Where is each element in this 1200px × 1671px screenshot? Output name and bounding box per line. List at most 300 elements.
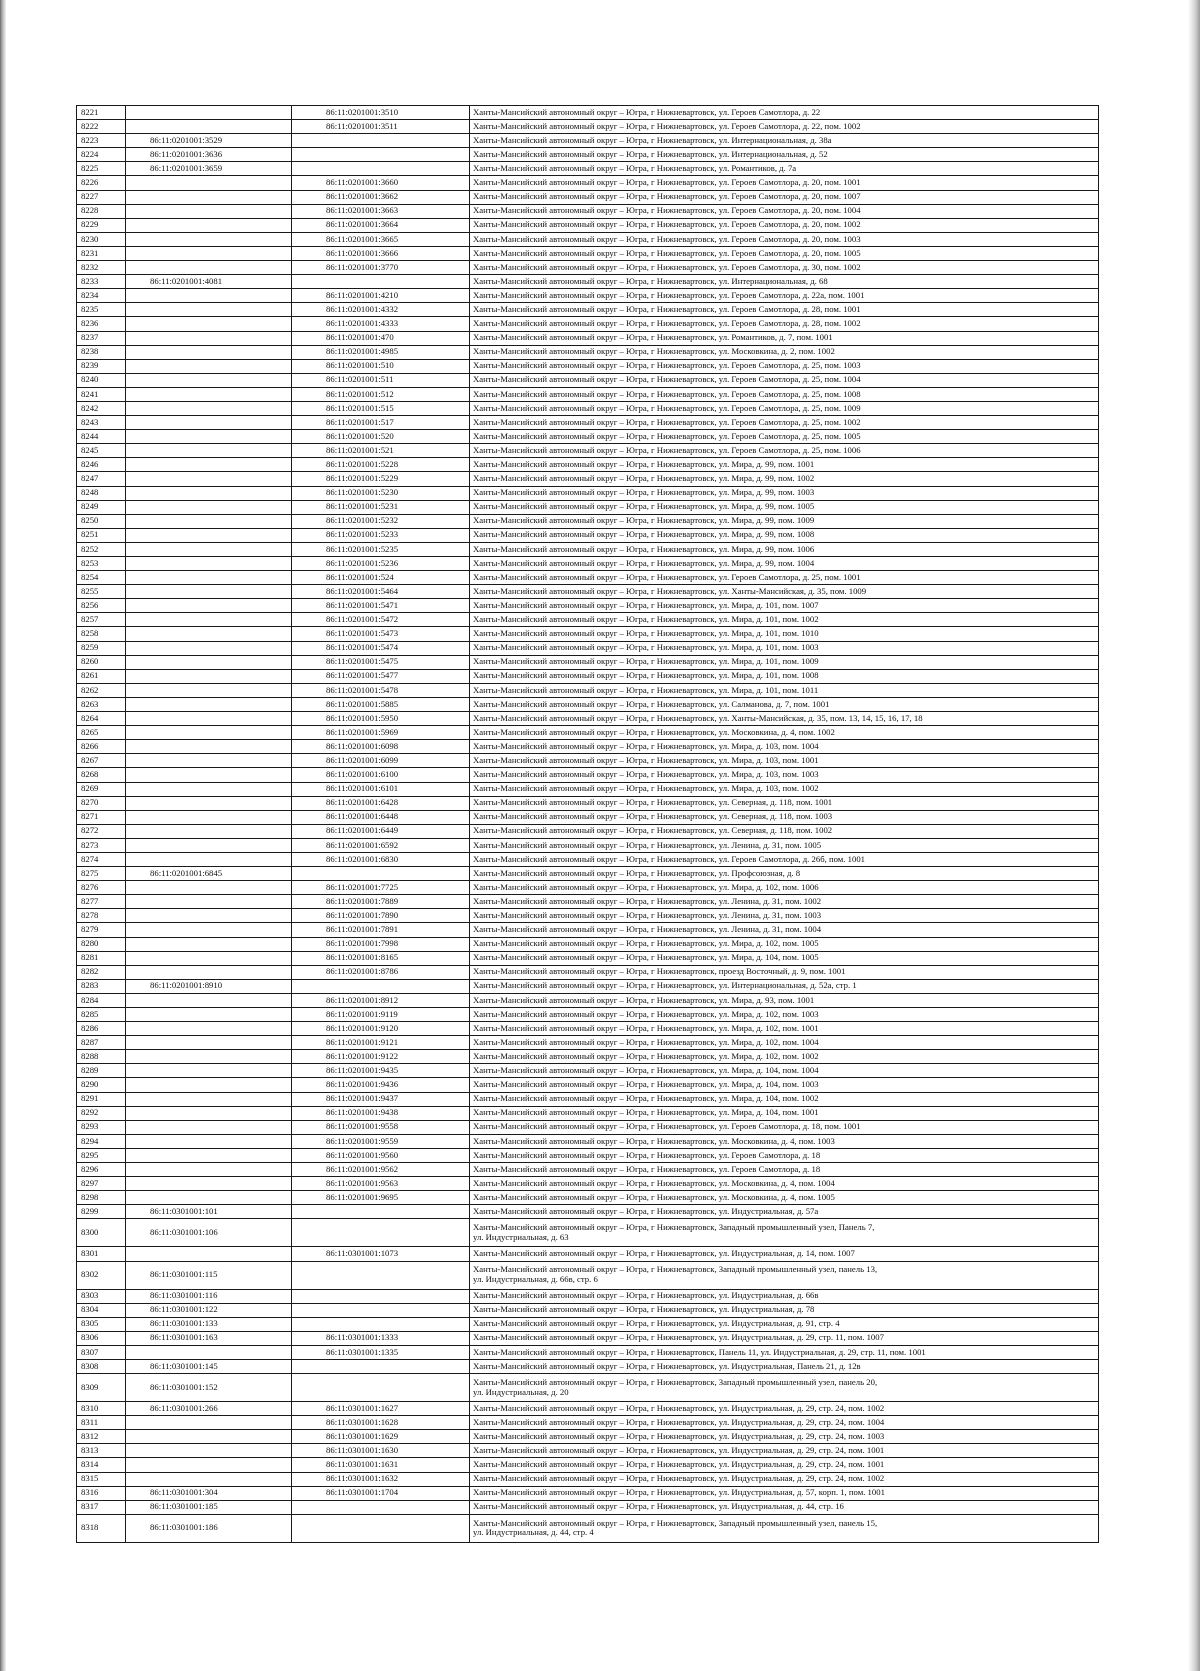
cadastral-number-premises: 86:11:0201001:5236 [292,557,470,571]
address-cell: Ханты-Мансийский автономный округ – Югра, г Нижневартовск, ул. Московкина, д. 4, пом. 1003 [470,1134,1099,1148]
row-number: 8225 [77,162,126,176]
table-row [77,895,1099,909]
row-number: 8303 [77,1289,126,1303]
address-cell: Ханты-Мансийский автономный округ – Югра, г Нижневартовск, ул. Мира, д. 99, пом. 1009 [470,514,1099,528]
cadastral-number-land [126,796,292,810]
table-row [77,514,1099,528]
cadastral-number-premises [292,1289,470,1303]
cadastral-number-land: 86:11:0301001:304 [126,1486,292,1500]
cadastral-number-land [126,613,292,627]
cadastral-number-land: 86:11:0301001:101 [126,1205,292,1219]
cadastral-number-land [126,416,292,430]
cadastral-number-land [126,641,292,655]
cadastral-number-premises [292,1205,470,1219]
cadastral-number-land [126,824,292,838]
cadastral-number-land [126,627,292,641]
row-number: 8298 [77,1191,126,1205]
cadastral-number-premises: 86:11:0201001:5233 [292,528,470,542]
cadastral-number-premises [292,1317,470,1331]
address-cell: Ханты-Мансийский автономный округ – Югра, г Нижневартовск, Западный промышленный узел, панель 15, ул. Индустриальная, д. 44, стр. 4 [470,1514,1099,1542]
row-number: 8262 [77,683,126,697]
address-cell: Ханты-Мансийский автономный округ – Югра, г Нижневартовск, ул. Мира, д. 99, пом. 1004 [470,557,1099,571]
table-row [77,1402,1099,1416]
cadastral-number-land [126,1444,292,1458]
table-row [77,444,1099,458]
table-row [77,697,1099,711]
row-number: 8284 [77,993,126,1007]
cadastral-number-land [126,1191,292,1205]
cadastral-number-premises [292,134,470,148]
cadastral-number-premises: 86:11:0301001:1632 [292,1472,470,1486]
table-row [77,1374,1099,1402]
cadastral-number-premises: 86:11:0301001:1629 [292,1430,470,1444]
table-row [77,373,1099,387]
address-cell: Ханты-Мансийский автономный округ – Югра, г Нижневартовск, ул. Мира, д. 102, пом. 1005 [470,937,1099,951]
row-number: 8236 [77,317,126,331]
address-cell: Ханты-Мансийский автономный округ – Югра, г Нижневартовск, ул. Героев Самотлора, д. 20, пом. 1002 [470,218,1099,232]
table-row [77,430,1099,444]
table-row [77,1472,1099,1486]
cadastral-number-premises: 86:11:0201001:3664 [292,218,470,232]
table-row [77,768,1099,782]
row-number: 8287 [77,1036,126,1050]
table-row [77,303,1099,317]
table-row [77,345,1099,359]
row-number: 8295 [77,1148,126,1162]
table-row [77,1247,1099,1261]
table-row [77,852,1099,866]
cadastral-number-land: 86:11:0201001:3659 [126,162,292,176]
address-cell: Ханты-Мансийский автономный округ – Югра, г Нижневартовск, ул. Мира, д. 99, пом. 1006 [470,542,1099,556]
cadastral-number-land: 86:11:0301001:185 [126,1500,292,1514]
cadastral-number-premises [292,1500,470,1514]
table-row [77,993,1099,1007]
table-row [77,1289,1099,1303]
cadastral-number-premises: 86:11:0201001:5472 [292,613,470,627]
cadastral-number-premises: 86:11:0201001:4210 [292,289,470,303]
cadastral-number-premises: 86:11:0201001:521 [292,444,470,458]
address-cell: Ханты-Мансийский автономный округ – Югра, г Нижневартовск, ул. Героев Самотлора, д. 18 [470,1163,1099,1177]
cadastral-number-premises: 86:11:0201001:4985 [292,345,470,359]
table-row [77,923,1099,937]
address-cell: Ханты-Мансийский автономный округ – Югра, г Нижневартовск, ул. Героев Самотлора, д. 20, пом. 1005 [470,246,1099,260]
cadastral-number-premises [292,1359,470,1373]
row-number: 8254 [77,571,126,585]
cadastral-number-land [126,1050,292,1064]
address-cell: Ханты-Мансийский автономный округ – Югра, г Нижневартовск, ул. Героев Самотлора, д. 20, пом. 1007 [470,190,1099,204]
address-cell: Ханты-Мансийский автономный округ – Югра, г Нижневартовск, ул. Индустриальная, д. 29, стр. 11, пом. 1007 [470,1331,1099,1345]
address-cell: Ханты-Мансийский автономный округ – Югра, г Нижневартовск, ул. Мира, д. 102, пом. 1004 [470,1036,1099,1050]
table-row [77,106,1099,120]
cadastral-number-land [126,726,292,740]
row-number: 8255 [77,585,126,599]
address-cell: Ханты-Мансийский автономный округ – Югра, г Нижневартовск, ул. Мира, д. 101, пом. 1008 [470,669,1099,683]
cadastral-number-land [126,768,292,782]
table-row [77,881,1099,895]
cadastral-number-premises: 86:11:0201001:510 [292,359,470,373]
row-number: 8260 [77,655,126,669]
cadastral-number-premises: 86:11:0201001:3662 [292,190,470,204]
cadastral-number-premises: 86:11:0301001:1335 [292,1345,470,1359]
cadastral-number-land [126,683,292,697]
table-row [77,162,1099,176]
cadastral-number-premises: 86:11:0201001:8165 [292,951,470,965]
cadastral-number-premises: 86:11:0201001:6830 [292,852,470,866]
cadastral-number-land [126,810,292,824]
scan-shadow-right [1188,0,1200,1671]
address-cell: Ханты-Мансийский автономный округ – Югра, г Нижневартовск, ул. Героев Самотлора, д. 18 [470,1148,1099,1162]
cadastral-number-land [126,993,292,1007]
row-number: 8290 [77,1078,126,1092]
cadastral-number-premises: 86:11:0201001:9120 [292,1022,470,1036]
cadastral-number-premises: 86:11:0201001:9559 [292,1134,470,1148]
row-number: 8222 [77,120,126,134]
table-row [77,740,1099,754]
cadastral-number-land: 86:11:0301001:106 [126,1219,292,1247]
row-number: 8243 [77,416,126,430]
row-number: 8282 [77,965,126,979]
cadastral-number-premises: 86:11:0201001:3770 [292,261,470,275]
row-number: 8223 [77,134,126,148]
address-cell: Ханты-Мансийский автономный округ – Югра, г Нижневартовск, ул. Московкина, д. 4, пом. 1004 [470,1177,1099,1191]
row-number: 8251 [77,528,126,542]
row-number: 8299 [77,1205,126,1219]
address-cell: Ханты-Мансийский автономный округ – Югра, г Нижневартовск, ул. Героев Самотлора, д. 25, пом. 1003 [470,359,1099,373]
address-cell: Ханты-Мансийский автономный округ – Югра, г Нижневартовск, ул. Индустриальная, д. 57а [470,1205,1099,1219]
table-row [77,965,1099,979]
row-number: 8233 [77,275,126,289]
table-row [77,683,1099,697]
cadastral-number-premises: 86:11:0201001:3660 [292,176,470,190]
cadastral-number-land: 86:11:0301001:122 [126,1303,292,1317]
table-row [77,810,1099,824]
cadastral-number-land [126,303,292,317]
cadastral-number-land [126,1078,292,1092]
address-cell: Ханты-Мансийский автономный округ – Югра, г Нижневартовск, ул. Индустриальная, Панель 21, д. 12в [470,1359,1099,1373]
cadastral-number-land [126,401,292,415]
cadastral-number-premises [292,1261,470,1289]
cadastral-number-premises: 86:11:0201001:6428 [292,796,470,810]
table-row [77,261,1099,275]
row-number: 8246 [77,458,126,472]
table-row [77,1163,1099,1177]
cadastral-number-land [126,909,292,923]
row-number: 8280 [77,937,126,951]
cadastral-number-land [126,754,292,768]
table-row [77,824,1099,838]
row-number: 8275 [77,867,126,881]
row-number: 8310 [77,1402,126,1416]
row-number: 8279 [77,923,126,937]
cadastral-number-land: 86:11:0201001:6845 [126,867,292,881]
cadastral-number-land [126,345,292,359]
cadastral-number-premises: 86:11:0201001:7998 [292,937,470,951]
cadastral-number-land [126,317,292,331]
address-cell: Ханты-Мансийский автономный округ – Югра, г Нижневартовск, ул. Индустриальная, д. 29, стр. 24, пом. 1001 [470,1444,1099,1458]
address-cell: Ханты-Мансийский автономный округ – Югра, г Нижневартовск, ул. Героев Самотлора, д. 20, пом. 1001 [470,176,1099,190]
row-number: 8261 [77,669,126,683]
table-row [77,1345,1099,1359]
row-number: 8294 [77,1134,126,1148]
address-cell: Ханты-Мансийский автономный округ – Югра, г Нижневартовск, ул. Героев Самотлора, д. 28, пом. 1002 [470,317,1099,331]
cadastral-number-premises: 86:11:0201001:5950 [292,712,470,726]
row-number: 8252 [77,542,126,556]
cadastral-number-premises: 86:11:0201001:9122 [292,1050,470,1064]
cadastral-number-premises: 86:11:0201001:6592 [292,838,470,852]
cadastral-number-premises: 86:11:0201001:5229 [292,472,470,486]
cadastral-number-premises: 86:11:0201001:9119 [292,1008,470,1022]
table-row [77,1205,1099,1219]
row-number: 8286 [77,1022,126,1036]
row-number: 8274 [77,852,126,866]
table-row [77,1331,1099,1345]
row-number: 8311 [77,1416,126,1430]
cadastral-number-premises: 86:11:0201001:5475 [292,655,470,669]
address-cell: Ханты-Мансийский автономный округ – Югра, г Нижневартовск, ул. Героев Самотлора, д. 25, пом. 1004 [470,373,1099,387]
cadastral-number-premises [292,162,470,176]
cadastral-number-land [126,923,292,937]
cadastral-number-premises: 86:11:0201001:3666 [292,246,470,260]
table-row [77,1359,1099,1373]
cadastral-number-land [126,881,292,895]
cadastral-number-premises: 86:11:0201001:6101 [292,782,470,796]
table-row [77,1303,1099,1317]
cadastral-number-premises: 86:11:0201001:3663 [292,204,470,218]
cadastral-number-premises: 86:11:0201001:7890 [292,909,470,923]
table-row [77,1092,1099,1106]
address-cell: Ханты-Мансийский автономный округ – Югра, г Нижневартовск, ул. Мира, д. 93, пом. 1001 [470,993,1099,1007]
row-number: 8264 [77,712,126,726]
row-number: 8228 [77,204,126,218]
table-row [77,1514,1099,1542]
address-cell: Ханты-Мансийский автономный округ – Югра, г Нижневартовск, ул. Романтиков, д. 7, пом. 1001 [470,331,1099,345]
row-number: 8268 [77,768,126,782]
cadastral-number-land [126,1458,292,1472]
table-row [77,1416,1099,1430]
address-cell: Ханты-Мансийский автономный округ – Югра, г Нижневартовск, ул. Ханты-Мансийская, д. 35, пом. 13, 14, 15, 16, 17, 18 [470,712,1099,726]
row-number: 8308 [77,1359,126,1373]
table-row [77,204,1099,218]
row-number: 8301 [77,1247,126,1261]
row-number: 8316 [77,1486,126,1500]
cadastral-number-land [126,557,292,571]
cadastral-number-land [126,444,292,458]
address-cell: Ханты-Мансийский автономный округ – Югра, г Нижневартовск, ул. Салманова, д. 7, пом. 1001 [470,697,1099,711]
cadastral-number-land [126,697,292,711]
cadastral-number-land [126,585,292,599]
address-cell: Ханты-Мансийский автономный округ – Югра, г Нижневартовск, ул. Северная, д. 118, пом. 1002 [470,824,1099,838]
cadastral-number-land [126,669,292,683]
address-cell: Ханты-Мансийский автономный округ – Югра, г Нижневартовск, ул. Мира, д. 104, пом. 1002 [470,1092,1099,1106]
table-row [77,599,1099,613]
address-cell: Ханты-Мансийский автономный округ – Югра, г Нижневартовск, ул. Мира, д. 103, пом. 1002 [470,782,1099,796]
cadastral-number-premises: 86:11:0201001:5230 [292,486,470,500]
row-number: 8230 [77,232,126,246]
cadastral-number-land [126,838,292,852]
row-number: 8289 [77,1064,126,1078]
table-row [77,458,1099,472]
cadastral-number-land [126,951,292,965]
cadastral-number-land [126,514,292,528]
cadastral-number-premises: 86:11:0201001:5471 [292,599,470,613]
row-number: 8291 [77,1092,126,1106]
cadastral-number-premises: 86:11:0301001:1073 [292,1247,470,1261]
row-number: 8276 [77,881,126,895]
cadastral-number-land [126,740,292,754]
table-row [77,1022,1099,1036]
table-row [77,148,1099,162]
scan-shadow-left [0,0,6,1671]
cadastral-number-premises: 86:11:0201001:5464 [292,585,470,599]
table-row [77,909,1099,923]
table-row [77,176,1099,190]
table-row [77,542,1099,556]
cadastral-number-premises [292,867,470,881]
table-row [77,1078,1099,1092]
table-row [77,1317,1099,1331]
address-cell: Ханты-Мансийский автономный округ – Югра, г Нижневартовск, ул. Московкина, д. 4, пом. 1005 [470,1191,1099,1205]
address-cell: Ханты-Мансийский автономный округ – Югра, г Нижневартовск, ул. Мира, д. 99, пом. 1005 [470,500,1099,514]
cadastral-number-land [126,190,292,204]
row-number: 8277 [77,895,126,909]
address-cell: Ханты-Мансийский автономный округ – Югра, г Нижневартовск, ул. Интернациональная, д. 52 [470,148,1099,162]
address-cell: Ханты-Мансийский автономный округ – Югра, г Нижневартовск, ул. Индустриальная, д. 91, стр. 4 [470,1317,1099,1331]
cadastral-number-land [126,965,292,979]
address-cell: Ханты-Мансийский автономный округ – Югра, г Нижневартовск, ул. Мира, д. 102, пом. 1002 [470,1050,1099,1064]
table-row [77,782,1099,796]
table-row [77,1106,1099,1120]
address-cell: Ханты-Мансийский автономный округ – Югра, г Нижневартовск, ул. Героев Самотлора, д. 30, пом. 1002 [470,261,1099,275]
cadastral-number-land: 86:11:0301001:115 [126,1261,292,1289]
address-cell: Ханты-Мансийский автономный округ – Югра, г Нижневартовск, ул. Героев Самотлора, д. 25, пом. 1005 [470,430,1099,444]
table-row [77,1500,1099,1514]
cadastral-number-land [126,289,292,303]
row-number: 8234 [77,289,126,303]
table-row [77,528,1099,542]
address-cell: Ханты-Мансийский автономный округ – Югра, г Нижневартовск, ул. Ленина, д. 31, пом. 1003 [470,909,1099,923]
cadastral-number-land [126,218,292,232]
cadastral-number-premises: 86:11:0301001:1333 [292,1331,470,1345]
table-row [77,754,1099,768]
table-row [77,1177,1099,1191]
cadastral-number-premises: 86:11:0201001:3665 [292,232,470,246]
address-cell: Ханты-Мансийский автономный округ – Югра, г Нижневартовск, ул. Мира, д. 103, пом. 1003 [470,768,1099,782]
cadastral-number-premises: 86:11:0301001:1704 [292,1486,470,1500]
cadastral-number-premises: 86:11:0201001:7891 [292,923,470,937]
cadastral-number-land [126,1148,292,1162]
table-row [77,218,1099,232]
cadastral-number-premises: 86:11:0201001:5232 [292,514,470,528]
row-number: 8271 [77,810,126,824]
row-number: 8306 [77,1331,126,1345]
address-cell: Ханты-Мансийский автономный округ – Югра, г Нижневартовск, ул. Интернациональная, д. 38а [470,134,1099,148]
row-number: 8258 [77,627,126,641]
cadastral-number-land [126,430,292,444]
cadastral-number-land: 86:11:0201001:8910 [126,979,292,993]
cadastral-number-land [126,1008,292,1022]
address-cell: Ханты-Мансийский автономный округ – Югра, г Нижневартовск, ул. Романтиков, д. 7а [470,162,1099,176]
cadastral-number-premises: 86:11:0201001:9695 [292,1191,470,1205]
address-cell: Ханты-Мансийский автономный округ – Югра, г Нижневартовск, ул. Интернациональная, д. 68 [470,275,1099,289]
cadastral-number-premises: 86:11:0201001:3511 [292,120,470,134]
cadastral-number-premises: 86:11:0301001:1630 [292,1444,470,1458]
cadastral-number-premises: 86:11:0301001:1627 [292,1402,470,1416]
table-row [77,641,1099,655]
table-row [77,275,1099,289]
address-cell: Ханты-Мансийский автономный округ – Югра, г Нижневартовск, ул. Мира, д. 102, пом. 1003 [470,1008,1099,1022]
cadastral-number-land [126,782,292,796]
row-number: 8269 [77,782,126,796]
row-number: 8250 [77,514,126,528]
cadastral-number-premises: 86:11:0201001:5231 [292,500,470,514]
address-cell: Ханты-Мансийский автономный округ – Югра, г Нижневартовск, ул. Мира, д. 104, пом. 1004 [470,1064,1099,1078]
address-cell: Ханты-Мансийский автономный округ – Югра, г Нижневартовск, ул. Мира, д. 101, пом. 1010 [470,627,1099,641]
address-cell: Ханты-Мансийский автономный округ – Югра, г Нижневартовск, ул. Героев Самотлора, д. 25, пом. 1006 [470,444,1099,458]
address-cell: Ханты-Мансийский автономный округ – Югра, г Нижневартовск, ул. Мира, д. 104, пом. 1001 [470,1106,1099,1120]
address-cell: Ханты-Мансийский автономный округ – Югра, г Нижневартовск, ул. Индустриальная, д. 44, стр. 16 [470,1500,1099,1514]
cadastral-number-land [126,500,292,514]
cadastral-number-premises: 86:11:0201001:6100 [292,768,470,782]
table-row [77,712,1099,726]
table-row [77,289,1099,303]
cadastral-number-land [126,655,292,669]
cadastral-number-premises: 86:11:0201001:9562 [292,1163,470,1177]
address-cell: Ханты-Мансийский автономный округ – Югра, г Нижневартовск, ул. Мира, д. 104, пом. 1003 [470,1078,1099,1092]
row-number: 8256 [77,599,126,613]
cadastral-number-premises: 86:11:0201001:5478 [292,683,470,697]
cadastral-number-land [126,1177,292,1191]
row-number: 8229 [77,218,126,232]
row-number: 8239 [77,359,126,373]
cadastral-number-land [126,246,292,260]
row-number: 8313 [77,1444,126,1458]
row-number: 8238 [77,345,126,359]
cadastral-number-premises: 86:11:0201001:4333 [292,317,470,331]
cadastral-number-premises [292,275,470,289]
table-row [77,120,1099,134]
cadastral-number-premises: 86:11:0201001:8786 [292,965,470,979]
cadastral-number-land [126,599,292,613]
table-row [77,796,1099,810]
row-number: 8242 [77,401,126,415]
cadastral-number-land [126,1247,292,1261]
row-number: 8232 [77,261,126,275]
row-number: 8237 [77,331,126,345]
cadastral-number-premises: 86:11:0201001:5473 [292,627,470,641]
address-cell: Ханты-Мансийский автономный округ – Югра, г Нижневартовск, ул. Мира, д. 101, пом. 1007 [470,599,1099,613]
cadastral-number-land: 86:11:0301001:186 [126,1514,292,1542]
row-number: 8248 [77,486,126,500]
cadastral-number-land [126,458,292,472]
row-number: 8302 [77,1261,126,1289]
address-cell: Ханты-Мансийский автономный округ – Югра, г Нижневартовск, Панель 11, ул. Индустриальная, д. 29, стр. 11, пом. 1001 [470,1345,1099,1359]
table-row [77,1444,1099,1458]
row-number: 8293 [77,1120,126,1134]
cadastral-number-premises: 86:11:0301001:1631 [292,1458,470,1472]
address-cell: Ханты-Мансийский автономный округ – Югра, г Нижневартовск, ул. Героев Самотлора, д. 22а, пом. 1001 [470,289,1099,303]
address-cell: Ханты-Мансийский автономный округ – Югра, г Нижневартовск, ул. Мира, д. 99, пом. 1008 [470,528,1099,542]
table-row [77,416,1099,430]
address-cell: Ханты-Мансийский автономный округ – Югра, г Нижневартовск, ул. Интернациональная, д. 52а, стр. 1 [470,979,1099,993]
row-number: 8305 [77,1317,126,1331]
row-number: 8272 [77,824,126,838]
cadastral-number-premises: 86:11:0201001:5885 [292,697,470,711]
cadastral-number-land [126,542,292,556]
cadastral-number-land [126,176,292,190]
address-cell: Ханты-Мансийский автономный округ – Югра, г Нижневартовск, ул. Героев Самотлора, д. 25, пом. 1002 [470,416,1099,430]
cadastral-number-land [126,1036,292,1050]
row-number: 8241 [77,387,126,401]
